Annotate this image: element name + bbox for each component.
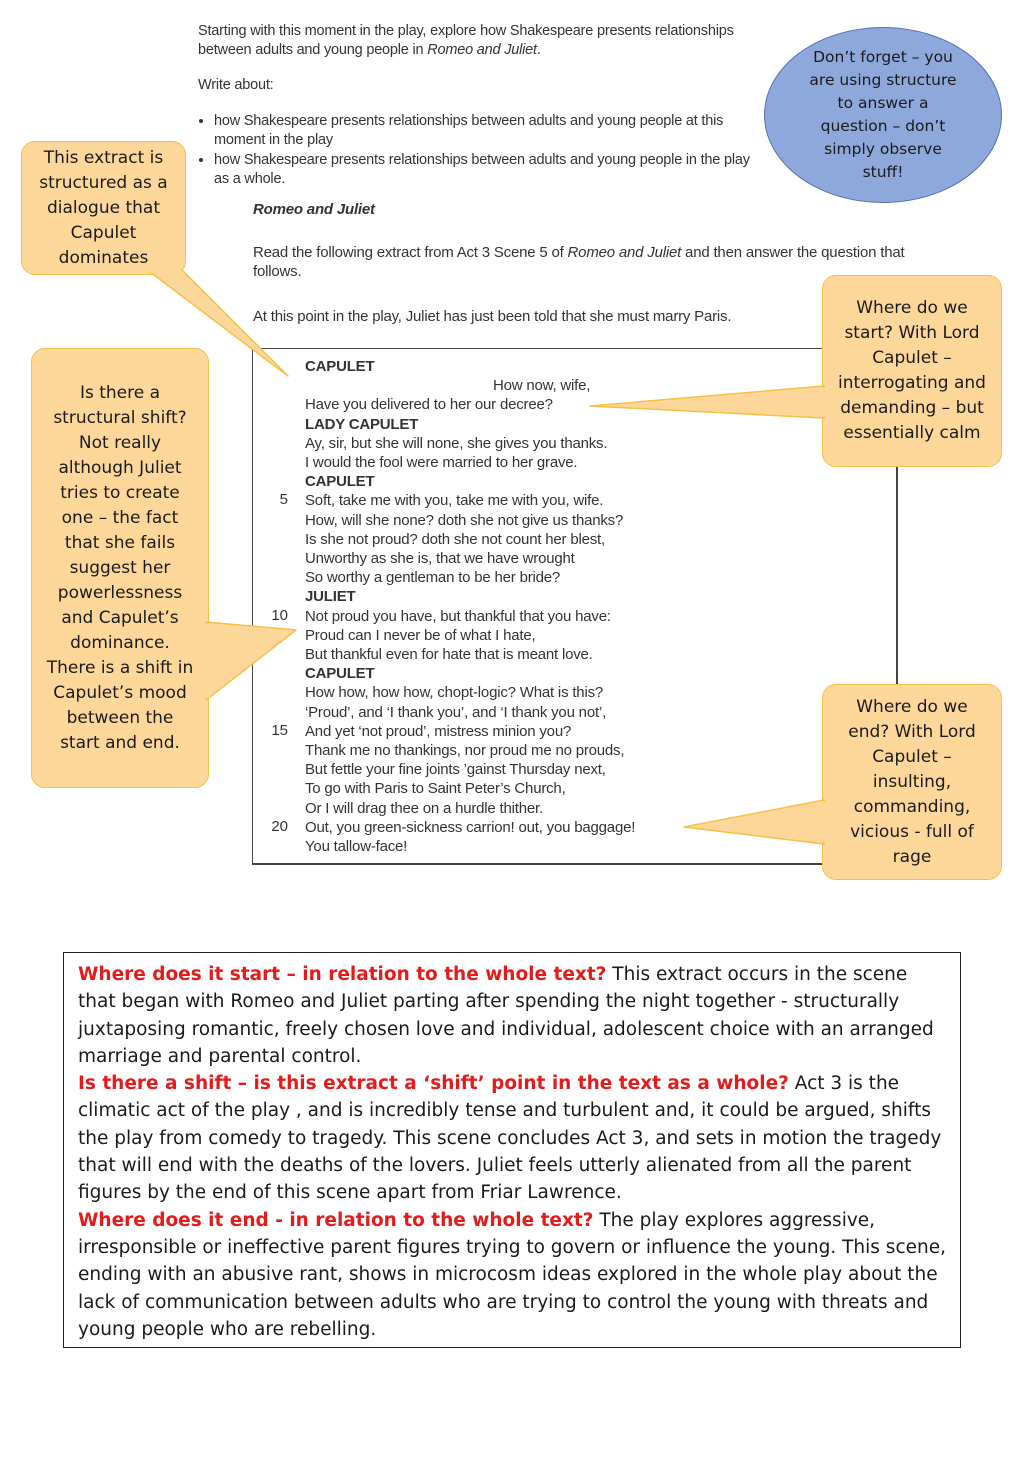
speaker-name: CAPULET bbox=[305, 665, 375, 683]
line-number: 5 bbox=[279, 491, 288, 509]
verse-line: ‘Proud’, and ‘I thank you’, and ‘I thank you not’, bbox=[305, 703, 607, 721]
verse-line: How, will she none? doth she not give us thanks? bbox=[305, 511, 624, 529]
callout-start: Where do we start? With Lord Capulet – interrogating and demanding – but essentially calm bbox=[822, 275, 1002, 467]
speaker-name: LADY CAPULET bbox=[305, 415, 419, 433]
speaker-name: CAPULET bbox=[305, 473, 375, 491]
verse-line: Out, you green-sickness carrion! out, you baggage! bbox=[305, 818, 636, 836]
callout-end: Where do we end? With Lord Capulet – insulting, commanding, vicious - full of rage bbox=[822, 684, 1002, 880]
speaker-name: CAPULET bbox=[305, 358, 375, 375]
read-instruction: Read the following extract from Act 3 Scene 5 of Romeo and Juliet and then answer the question that follows. bbox=[253, 244, 905, 280]
verse-line: How now, wife, bbox=[493, 377, 591, 395]
pointer-end bbox=[684, 800, 824, 844]
question-bullet: • how Shakespeare presents relationships between adults and young people in the play as a whole. bbox=[214, 151, 758, 189]
question-bullet: • how Shakespeare presents relationships between adults and young people at this moment in the play bbox=[214, 112, 758, 150]
callout-dialogue: This extract is structured as a dialogue that Capulet dominates bbox=[21, 141, 186, 275]
verse-line: But fettle your fine joints ’gainst Thursday next, bbox=[305, 761, 606, 779]
note-heading: Where does it start – in relation to the whole text? bbox=[78, 964, 607, 985]
note-shift: Is there a shift – is this extract a ‘shift’ point in the text as a whole? Act 3 is the climatic act of the play , and is incredibly tense and turbulent and, it could be argued, shifts the play from comedy to tragedy. This scene concludes Act 3, and sets in motion the tragedy that will end with the deaths of the lovers. Juliet feels utterly alienated from all the parent figures by the end of this scene apart from Friar Lawrence. bbox=[78, 1073, 942, 1204]
pointer-shift bbox=[206, 622, 296, 700]
callout-structural-shift: Is there a structural shift? Not really although Juliet tries to create one – the fact that she fails suggest her powerlessness and Capulet’s dominance. There is a shift in Capulet’s mood between the start and end. bbox=[31, 348, 209, 788]
speaker-name: JULIET bbox=[305, 588, 356, 606]
verse-line: I would the fool were married to her grave. bbox=[305, 454, 578, 471]
line-number: 10 bbox=[271, 606, 288, 624]
structure-notes bbox=[63, 952, 961, 1348]
extract-context: At this point in the play, Juliet has just been told that she must marry Paris. bbox=[253, 308, 732, 325]
verse-line: How how, how how, chopt-logic? What is this? bbox=[305, 684, 604, 702]
verse-line: Unworthy as she is, that we have wrought bbox=[305, 550, 575, 567]
note-start: Where does it start – in relation to the whole text? This extract occurs in the scene that began with Romeo and Juliet parting after spending the night together - structurally juxtaposing romantic, freely chosen love and individual, adolescent choice with an arranged marriage and parental control. bbox=[78, 964, 934, 1067]
verse-line: To go with Paris to Saint Peter’s Church, bbox=[305, 780, 566, 798]
note-heading: Where does it end - in relation to the whole text? bbox=[78, 1209, 594, 1231]
note-heading: Is there a shift – is this extract a ‘shift’ point in the text as a whole? bbox=[78, 1073, 789, 1095]
write-about-label: Write about: bbox=[198, 77, 274, 93]
verse-line: Thank me no thankings, nor proud me no prouds, bbox=[305, 742, 625, 759]
question-intro: Starting with this moment in the play, explore how Shakespeare presents relationships between adults and young people in Romeo and Juliet. bbox=[198, 23, 734, 58]
pointer-dialogue bbox=[150, 270, 288, 376]
play-title: Romeo and Juliet bbox=[253, 201, 375, 218]
verse-line: Proud can I never be of what I hate, bbox=[305, 626, 536, 644]
verse-line: Ay, sir, but she will none, she gives you thanks. bbox=[305, 434, 608, 452]
verse-line: So worthy a gentleman to be her bride? bbox=[305, 569, 561, 587]
verse-line: Soft, take me with you, take me with you, wife. bbox=[305, 492, 604, 510]
verse-line: You tallow-face! bbox=[305, 838, 408, 855]
verse-line: Have you delivered to her our decree? bbox=[305, 396, 553, 414]
verse-line: But thankful even for hate that is meant love. bbox=[305, 646, 593, 663]
verse-line: Not proud you have, but thankful that you have: bbox=[305, 607, 611, 625]
verse-line: Or I will drag thee on a hurdle thither. bbox=[305, 799, 543, 817]
verse-line: And yet ‘not proud’, mistress minion you? bbox=[305, 722, 572, 740]
verse-line: Is she not proud? doth she not count her blest, bbox=[305, 530, 605, 548]
reminder-oval: Don’t forget – you are using structure to answer a question – don’t simply observe stuff! bbox=[764, 27, 1002, 203]
line-number: 20 bbox=[271, 817, 288, 835]
line-number: 15 bbox=[271, 721, 288, 739]
pointer-start bbox=[590, 386, 824, 418]
note-end: Where does it end - in relation to the whole text? The play explores aggressive, irresponsible or ineffective parent figures trying to govern or influence the young. This scene, ending with an abusive rant, shows in microcosm ideas explored in the whole play about the lack of communication between adults who are trying to control the young with threats and young people who are rebelling. bbox=[78, 1209, 946, 1340]
